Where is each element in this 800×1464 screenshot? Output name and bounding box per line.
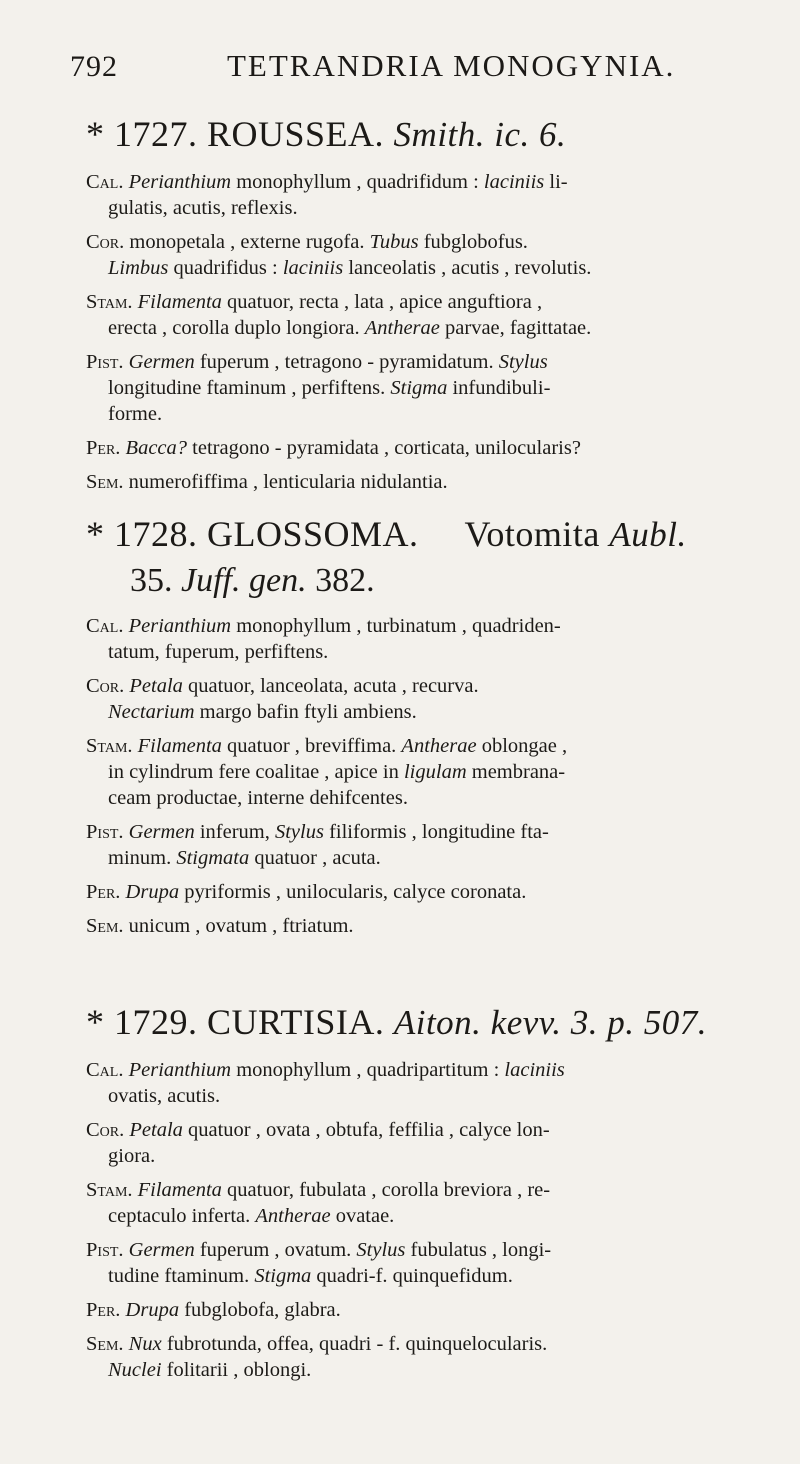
- text: fubrotunda, offea, quadri - f. quinquelocularis.: [161, 1333, 548, 1355]
- section-seeds: [86, 469, 776, 495]
- section-stamens: [86, 1177, 776, 1229]
- term: Petala: [129, 1119, 183, 1141]
- section-corolla: [86, 673, 776, 725]
- term: Stigmata: [176, 847, 250, 869]
- running-title: TETRANDRIA MONOGYNIA.: [227, 48, 676, 83]
- text: ceptaculo inferta.: [108, 1205, 256, 1227]
- entry-heading: [86, 1000, 776, 1045]
- text: longitudine ftaminum , perfiftens.: [108, 377, 391, 399]
- text: quadrifidus :: [168, 257, 283, 279]
- term: Tubus: [369, 231, 419, 253]
- reference: Smith. ic. 6.: [393, 115, 567, 154]
- term: laciniis: [483, 171, 545, 193]
- section-label: Cor.: [86, 231, 125, 253]
- section-label: Cal.: [86, 1059, 124, 1081]
- sub-gen: gen.: [248, 562, 307, 599]
- text: lanceolatis , acutis , revolutis.: [343, 257, 592, 279]
- text: fuperum , ovatum.: [194, 1239, 357, 1261]
- term: Antherae: [255, 1205, 331, 1227]
- asterisk-marker: *: [86, 1002, 105, 1042]
- entry-curtisia: [86, 1000, 776, 1383]
- text: monophyllum , quadripartitum :: [231, 1059, 505, 1081]
- section-label: Sem.: [86, 915, 124, 937]
- text: oblongae ,: [476, 735, 568, 757]
- section-label: Sem.: [86, 1333, 124, 1355]
- entry-number: 1728.: [114, 514, 198, 554]
- text-line: gulatis, acutis, reflexis.: [108, 197, 298, 219]
- term: laciniis: [282, 257, 344, 279]
- term: Stylus: [274, 821, 324, 843]
- genus-name: ROUSSEA.: [207, 114, 385, 154]
- genus-name: CURTISIA.: [207, 1002, 385, 1042]
- entry-heading: [86, 512, 776, 557]
- text: fubglobofa, glabra.: [179, 1299, 341, 1321]
- text: minum.: [108, 847, 177, 869]
- section-pistil: [86, 1237, 776, 1289]
- text: quatuor , acuta.: [249, 847, 381, 869]
- term: Germen: [128, 1239, 195, 1261]
- text: numerofiffima , lenticularia nidulantia.: [123, 471, 448, 493]
- entry-subheading: [130, 559, 776, 603]
- section-corolla: [86, 1117, 776, 1169]
- term: Stylus: [356, 1239, 406, 1261]
- term: Petala: [129, 675, 183, 697]
- section-label: Per.: [86, 437, 121, 459]
- text: quatuor , ovata , obtufa, feffilia , calyce lon-: [182, 1119, 550, 1141]
- text-line: [86, 845, 776, 871]
- text: quatuor , breviffima.: [221, 735, 402, 757]
- text: membrana-: [466, 761, 566, 783]
- section-label: Pist.: [86, 1239, 124, 1261]
- term: Nux: [128, 1333, 162, 1355]
- term: Germen: [128, 351, 195, 373]
- term: Filamenta: [137, 291, 222, 313]
- section-label: Pist.: [86, 351, 124, 373]
- term: Drupa: [125, 1299, 180, 1321]
- section-stamens: [86, 289, 776, 341]
- text-line: giora.: [108, 1145, 156, 1167]
- text-line: [86, 759, 776, 785]
- alternate-name: Votomita: [464, 514, 600, 554]
- text-line: [86, 375, 776, 401]
- text-line: [86, 1203, 776, 1229]
- term: Limbus: [108, 257, 169, 279]
- text-line: [86, 255, 776, 281]
- section-pericarp: [86, 435, 776, 461]
- term: Nectarium: [108, 701, 195, 723]
- reference: Aiton. kevv. 3. p. 507.: [393, 1003, 707, 1042]
- text: fuperum , tetragono - pyramidatum.: [194, 351, 499, 373]
- text: in cylindrum fere coalitae , apice in: [108, 761, 404, 783]
- term: Bacca?: [125, 437, 188, 459]
- section-label: Per.: [86, 1299, 121, 1321]
- term: Stylus: [498, 351, 548, 373]
- entry-number: 1729.: [114, 1002, 198, 1042]
- section-corolla: [86, 229, 776, 281]
- text-line: [86, 315, 776, 341]
- text: folitarii , oblongi.: [161, 1359, 312, 1381]
- section-pistil: [86, 819, 776, 871]
- entry-roussea: [86, 112, 776, 495]
- sub-reference: Juff.: [181, 562, 241, 599]
- asterisk-marker: *: [86, 514, 105, 554]
- genus-name: GLOSSOMA.: [207, 514, 419, 554]
- term: Germen: [128, 821, 195, 843]
- section-calyx: [86, 169, 776, 221]
- page-number: 792: [70, 50, 118, 83]
- term: Nuclei: [108, 1359, 162, 1381]
- text: parvae, fagittatae.: [439, 317, 592, 339]
- sub-page: 382.: [315, 562, 375, 599]
- section-seeds: [86, 1331, 776, 1383]
- section-label: Cor.: [86, 675, 125, 697]
- text-line: ovatis, acutis.: [108, 1085, 221, 1107]
- section-calyx: [86, 613, 776, 665]
- text-line: forme.: [108, 403, 163, 425]
- text: quadri-f. quinquefidum.: [311, 1265, 513, 1287]
- text: filiformis , longitudine fta-: [323, 821, 549, 843]
- term: Stigma: [390, 377, 448, 399]
- text: inferum,: [194, 821, 275, 843]
- text: margo bafin ftyli ambiens.: [194, 701, 417, 723]
- section-label: Per.: [86, 881, 121, 903]
- term: Antherae: [364, 317, 440, 339]
- section-pericarp: [86, 1297, 776, 1323]
- text: fubulatus , longi-: [405, 1239, 552, 1261]
- text: monophyllum , quadrifidum :: [231, 171, 484, 193]
- section-pericarp: [86, 879, 776, 905]
- section-label: Cal.: [86, 615, 124, 637]
- term: Stigma: [254, 1265, 312, 1287]
- term: Filamenta: [137, 735, 222, 757]
- text: li-: [544, 171, 568, 193]
- text: monophyllum , turbinatum , quadriden-: [231, 615, 561, 637]
- text: tetragono - pyramidata , corticata, unilocularis?: [187, 437, 581, 459]
- text: ovatae.: [330, 1205, 395, 1227]
- term: Perianthium: [128, 171, 232, 193]
- entry-heading: [86, 112, 776, 157]
- asterisk-marker: *: [86, 114, 105, 154]
- reference: Aubl.: [609, 515, 687, 554]
- text: monopetala , externe rugofa.: [124, 231, 370, 253]
- term: Perianthium: [128, 615, 232, 637]
- section-seeds: [86, 913, 776, 939]
- term: Drupa: [125, 881, 180, 903]
- section-calyx: [86, 1057, 776, 1109]
- text: quatuor, fubulata , corolla breviora , re-: [221, 1179, 551, 1201]
- text: quatuor, lanceolata, acuta , recurva.: [182, 675, 479, 697]
- term: Perianthium: [128, 1059, 232, 1081]
- text: infundibuli-: [447, 377, 551, 399]
- section-label: Sem.: [86, 471, 124, 493]
- section-label: Pist.: [86, 821, 124, 843]
- entry-number: 1727.: [114, 114, 198, 154]
- text: pyriformis , unilocularis, calyce coronata.: [179, 881, 527, 903]
- running-head: [70, 46, 740, 86]
- section-label: Cal.: [86, 171, 124, 193]
- text-line: [86, 1263, 776, 1289]
- text-line: [86, 1357, 776, 1383]
- section-label: Stam.: [86, 735, 133, 757]
- section-label: Cor.: [86, 1119, 125, 1141]
- text: erecta , corolla duplo longiora.: [108, 317, 365, 339]
- section-stamens: [86, 733, 776, 811]
- sub-number: 35.: [130, 562, 173, 599]
- entry-glossoma: [86, 512, 776, 939]
- term: Antherae: [401, 735, 477, 757]
- text: tudine ftaminum.: [108, 1265, 255, 1287]
- text: fubglobofus.: [418, 231, 528, 253]
- text-line: tatum, fuperum, perfiftens.: [108, 641, 329, 663]
- section-label: Stam.: [86, 291, 133, 313]
- text-line: ceam productae, interne dehifcentes.: [108, 787, 408, 809]
- text-line: [86, 699, 776, 725]
- term: Filamenta: [137, 1179, 222, 1201]
- term: ligulam: [403, 761, 467, 783]
- text: quatuor, recta , lata , apice anguftiora ,: [221, 291, 543, 313]
- term: laciniis: [504, 1059, 565, 1081]
- text: unicum , ovatum , ftriatum.: [123, 915, 354, 937]
- section-pistil: [86, 349, 776, 427]
- section-label: Stam.: [86, 1179, 133, 1201]
